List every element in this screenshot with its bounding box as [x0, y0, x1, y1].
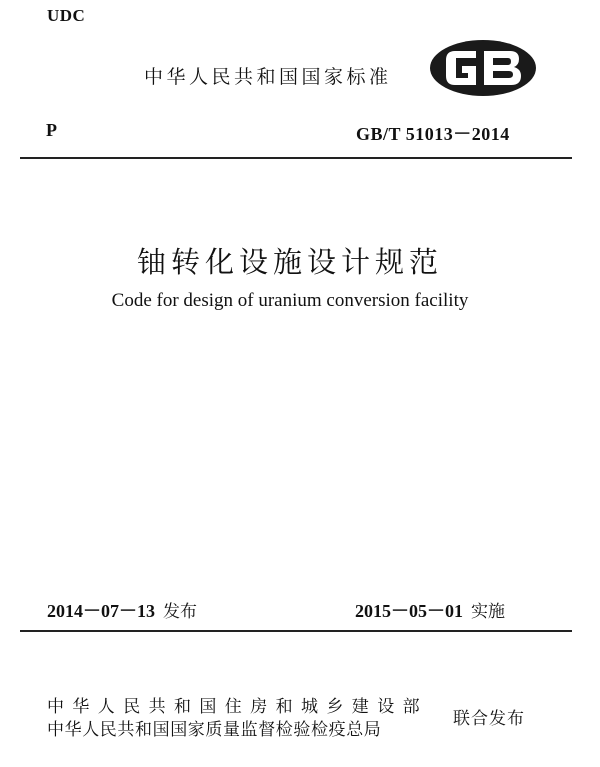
national-standard-title: 中华人民共和国国家标准: [144, 66, 392, 88]
implementation-label: 实施: [471, 602, 505, 622]
top-divider: [20, 157, 572, 159]
publisher-aqsiq: 中华人民共和国国家质量监督检验检疫总局: [47, 720, 382, 740]
implementation-date-line: [355, 597, 505, 623]
implementation-date: 2015－05－01: [355, 601, 463, 621]
document-title-chinese: 铀转化设施设计规范: [136, 245, 443, 279]
issue-date: 2014－07－13: [47, 601, 155, 621]
issue-date-line: [47, 597, 197, 623]
standard-number: GB/T 51013－2014: [356, 124, 510, 144]
bottom-divider: [20, 630, 572, 632]
document-title-english: Code for design of uranium conversion facility: [111, 290, 469, 311]
issue-label: 发布: [163, 602, 197, 622]
category-code: P: [46, 120, 57, 140]
gb-logo: [428, 38, 538, 98]
joint-publication-label: 联合发布: [453, 709, 525, 729]
udc-label: UDC: [47, 6, 86, 25]
publisher-ministry-housing: 中华人民共和国住房和城乡建设部: [47, 697, 428, 717]
